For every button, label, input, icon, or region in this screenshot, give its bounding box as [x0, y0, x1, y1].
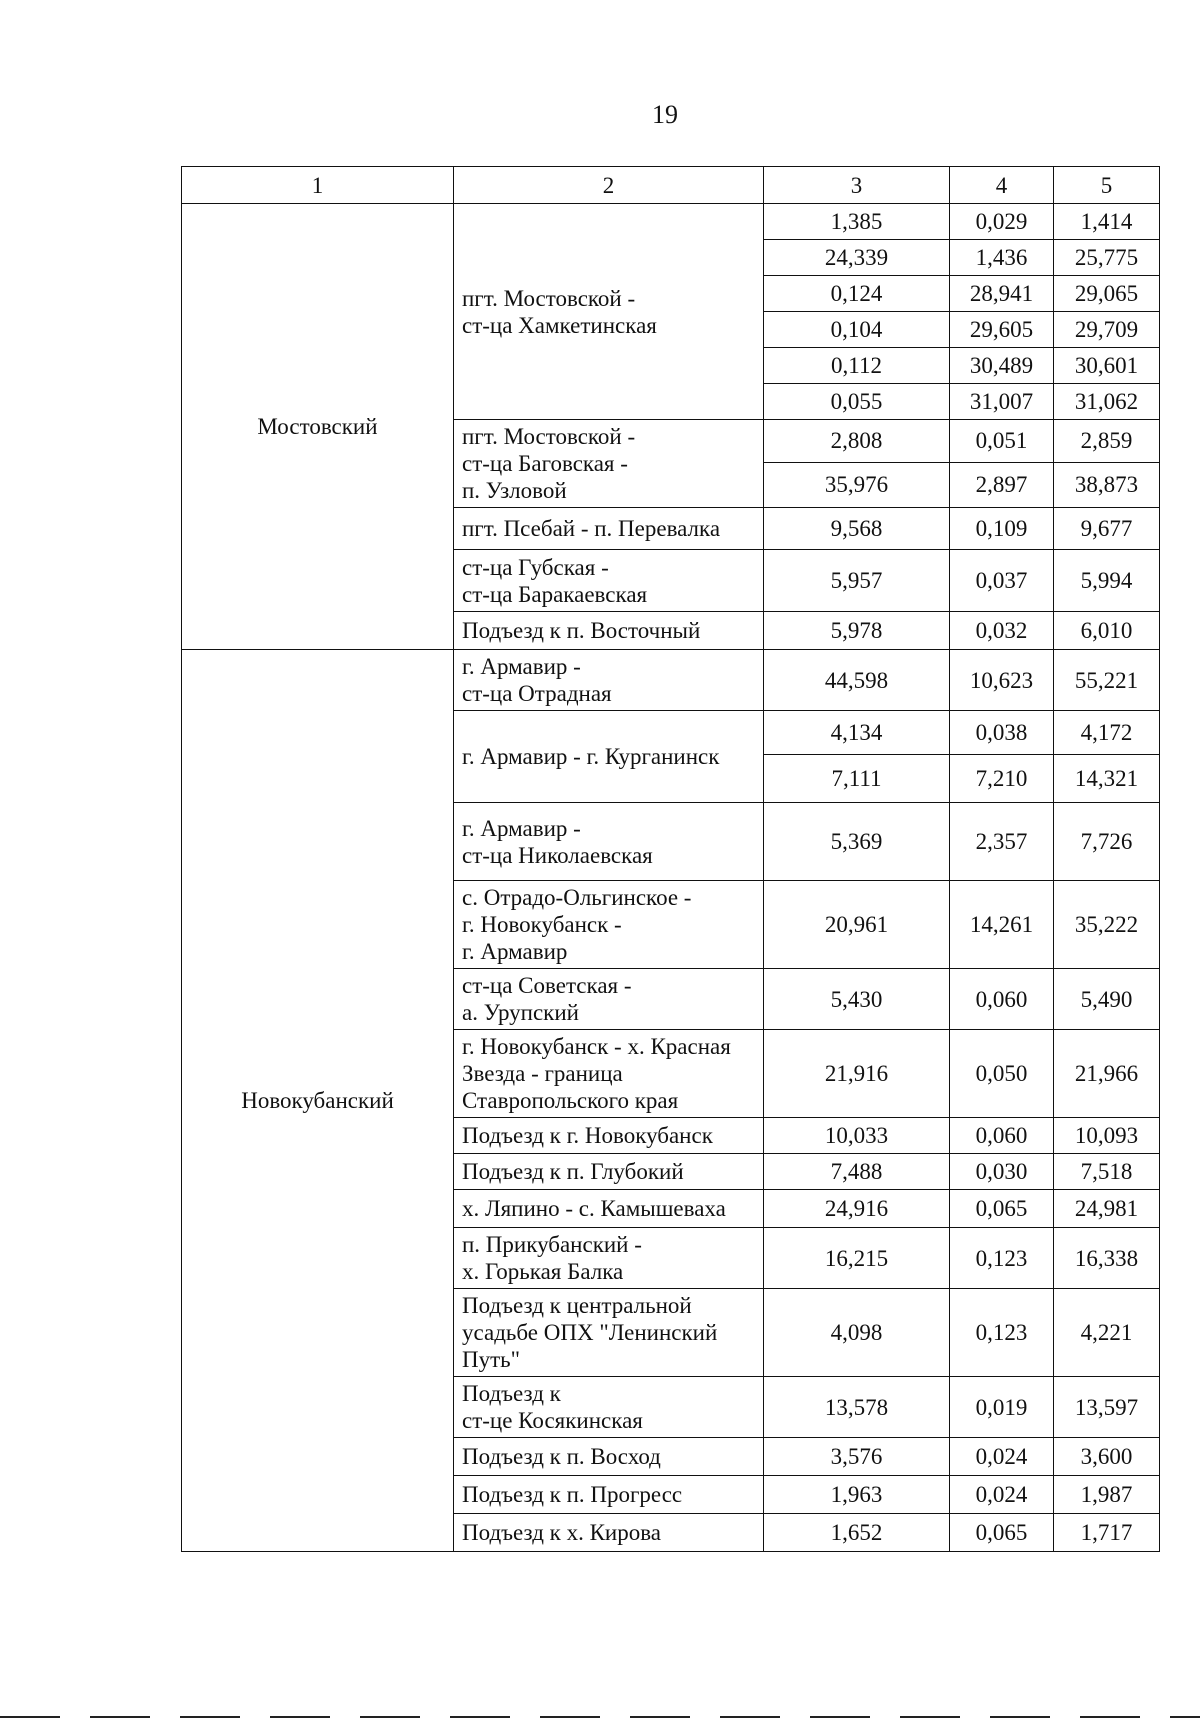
- route-name-line: г. Новокубанск -: [462, 912, 622, 937]
- route-cell: [454, 1190, 764, 1228]
- route-name-line: ст-ца Советская -: [462, 973, 632, 998]
- column-header: 1: [182, 167, 454, 204]
- length-col3-cell: 9,568: [764, 508, 950, 550]
- length-col3-cell: 5,978: [764, 612, 950, 650]
- length-col3-cell: 0,055: [764, 384, 950, 420]
- length-col3-cell: 2,808: [764, 420, 950, 463]
- route-cell: [454, 1514, 764, 1552]
- length-col4-cell: 0,060: [950, 1118, 1054, 1154]
- route-cell: [454, 612, 764, 650]
- route-name-line: п. Узловой: [462, 478, 567, 503]
- route-name-line: а. Урупский: [462, 1000, 579, 1025]
- length-col4-cell: 28,941: [950, 276, 1054, 312]
- length-total-cell: 7,726: [1054, 803, 1160, 881]
- route-cell: [454, 1030, 764, 1118]
- route-cell: [454, 650, 764, 711]
- length-col4-cell: 0,024: [950, 1438, 1054, 1476]
- length-col4-cell: 30,489: [950, 348, 1054, 384]
- route-cell: [454, 969, 764, 1030]
- route-name-line: пгт. Мостовской -: [462, 424, 636, 449]
- route-cell: [454, 1289, 764, 1377]
- length-total-cell: 16,338: [1054, 1228, 1160, 1289]
- length-col3-cell: 24,339: [764, 240, 950, 276]
- length-col3-cell: 35,976: [764, 462, 950, 507]
- route-name-line: Подъезд к п. Восход: [462, 1444, 661, 1469]
- route-name-line: Путь": [462, 1347, 521, 1372]
- route-name-line: ст-ца Отрадная: [462, 681, 612, 706]
- length-col4-cell: 0,030: [950, 1154, 1054, 1190]
- column-header: 3: [764, 167, 950, 204]
- route-name-line: Подъезд к п. Прогресс: [462, 1482, 683, 1507]
- column-header: 2: [454, 167, 764, 204]
- length-total-cell: 1,717: [1054, 1514, 1160, 1552]
- route-name-line: усадьбе ОПХ "Ленинский: [462, 1320, 718, 1345]
- route-name-line: г. Армавир -: [462, 815, 581, 841]
- route-name-line: х. Горькая Балка: [462, 1259, 624, 1284]
- route-name-line: с. Отрадо-Ольгинское -: [462, 885, 692, 910]
- table-header-row: [182, 167, 1160, 204]
- length-total-cell: 31,062: [1054, 384, 1160, 420]
- route-cell: [454, 711, 764, 803]
- length-col4-cell: 0,123: [950, 1289, 1054, 1377]
- length-col3-cell: 44,598: [764, 650, 950, 711]
- length-col4-cell: 0,038: [950, 711, 1054, 755]
- length-col4-cell: 14,261: [950, 881, 1054, 969]
- footer-rule: [0, 1716, 1200, 1718]
- length-col4-cell: 10,623: [950, 650, 1054, 711]
- length-col3-cell: 21,916: [764, 1030, 950, 1118]
- length-col4-cell: 0,060: [950, 969, 1054, 1030]
- length-total-cell: 25,775: [1054, 240, 1160, 276]
- route-cell: [454, 420, 764, 508]
- length-total-cell: 4,172: [1054, 711, 1160, 755]
- length-total-cell: 30,601: [1054, 348, 1160, 384]
- length-total-cell: 3,600: [1054, 1438, 1160, 1476]
- length-col4-cell: 0,123: [950, 1228, 1054, 1289]
- length-col4-cell: 2,897: [950, 462, 1054, 507]
- route-name-line: ст-це Косякинская: [462, 1408, 643, 1433]
- route-name-line: г. Армавир: [462, 939, 568, 964]
- table-row: [182, 204, 1160, 240]
- length-total-cell: 7,518: [1054, 1154, 1160, 1190]
- route-name-line: г. Армавир -: [462, 654, 581, 679]
- route-name-line: Подъезд к: [462, 1381, 561, 1406]
- length-col4-cell: 0,050: [950, 1030, 1054, 1118]
- length-total-cell: 5,490: [1054, 969, 1160, 1030]
- route-cell: [454, 1476, 764, 1514]
- length-col4-cell: 0,029: [950, 204, 1054, 240]
- route-name-line: Подъезд к центральной: [462, 1293, 692, 1318]
- route-name-line: г. Новокубанск - х. Красная: [462, 1034, 731, 1059]
- length-col4-cell: 0,037: [950, 550, 1054, 612]
- route-cell: [454, 204, 764, 420]
- district-cell: Новокубанский: [182, 650, 454, 1552]
- route-name-line: Подъезд к п. Глубокий: [462, 1159, 684, 1184]
- length-total-cell: 9,677: [1054, 508, 1160, 550]
- route-name-line: Звезда - граница: [462, 1061, 623, 1086]
- length-col3-cell: 10,033: [764, 1118, 950, 1154]
- route-cell: [454, 508, 764, 550]
- length-total-cell: 4,221: [1054, 1289, 1160, 1377]
- length-total-cell: 1,987: [1054, 1476, 1160, 1514]
- length-total-cell: 13,597: [1054, 1377, 1160, 1438]
- route-name-line: Подъезд к х. Кирова: [462, 1520, 661, 1545]
- length-total-cell: 35,222: [1054, 881, 1160, 969]
- route-cell: [454, 803, 764, 881]
- length-col3-cell: 5,369: [764, 803, 950, 881]
- length-col4-cell: 2,357: [950, 803, 1054, 881]
- length-col3-cell: 0,112: [764, 348, 950, 384]
- length-col3-cell: 13,578: [764, 1377, 950, 1438]
- length-total-cell: 10,093: [1054, 1118, 1160, 1154]
- length-col3-cell: 1,963: [764, 1476, 950, 1514]
- page-number: 19: [652, 100, 678, 129]
- length-total-cell: 29,709: [1054, 312, 1160, 348]
- length-total-cell: 14,321: [1054, 755, 1160, 803]
- length-col4-cell: 0,109: [950, 508, 1054, 550]
- length-total-cell: 1,414: [1054, 204, 1160, 240]
- length-col3-cell: 20,961: [764, 881, 950, 969]
- length-col4-cell: 31,007: [950, 384, 1054, 420]
- length-total-cell: 55,221: [1054, 650, 1160, 711]
- route-name-line: Ставропольского края: [462, 1088, 679, 1113]
- length-total-cell: 38,873: [1054, 462, 1160, 507]
- length-total-cell: 24,981: [1054, 1190, 1160, 1228]
- route-cell: [454, 881, 764, 969]
- district-cell: Мостовский: [182, 204, 454, 650]
- length-col3-cell: 0,124: [764, 276, 950, 312]
- route-cell: [454, 550, 764, 612]
- road-table: [181, 166, 1160, 1552]
- length-col3-cell: 7,111: [764, 755, 950, 803]
- length-col3-cell: 7,488: [764, 1154, 950, 1190]
- route-name-line: ст-ца Николаевская: [462, 842, 653, 868]
- length-total-cell: 6,010: [1054, 612, 1160, 650]
- route-name-line: ст-ца Губская -: [462, 554, 609, 580]
- length-col4-cell: 0,032: [950, 612, 1054, 650]
- length-total-cell: 2,859: [1054, 420, 1160, 463]
- length-col4-cell: 0,024: [950, 1476, 1054, 1514]
- route-name-line: ст-ца Баракаевская: [462, 581, 648, 607]
- route-cell: [454, 1118, 764, 1154]
- length-col4-cell: 1,436: [950, 240, 1054, 276]
- column-header: 5: [1054, 167, 1160, 204]
- route-name-line: Подъезд к г. Новокубанск: [462, 1123, 713, 1148]
- table-row: [182, 650, 1160, 711]
- length-col3-cell: 4,098: [764, 1289, 950, 1377]
- length-col3-cell: 24,916: [764, 1190, 950, 1228]
- length-col4-cell: 0,019: [950, 1377, 1054, 1438]
- length-col3-cell: 1,385: [764, 204, 950, 240]
- route-name-line: пгт. Мостовской -: [462, 285, 636, 311]
- length-col4-cell: 0,051: [950, 420, 1054, 463]
- route-name-line: пгт. Псебай - п. Перевалка: [462, 516, 721, 541]
- length-col3-cell: 3,576: [764, 1438, 950, 1476]
- route-cell: [454, 1228, 764, 1289]
- length-col3-cell: 16,215: [764, 1228, 950, 1289]
- table-body: [182, 167, 1160, 1552]
- length-total-cell: 5,994: [1054, 550, 1160, 612]
- route-name-line: х. Ляпино - с. Камышеваха: [462, 1196, 726, 1221]
- length-col3-cell: 5,430: [764, 969, 950, 1030]
- route-name-line: г. Армавир - г. Курганинск: [462, 744, 720, 769]
- length-col3-cell: 0,104: [764, 312, 950, 348]
- route-cell: [454, 1377, 764, 1438]
- route-cell: [454, 1438, 764, 1476]
- length-col3-cell: 5,957: [764, 550, 950, 612]
- length-total-cell: 21,966: [1054, 1030, 1160, 1118]
- column-header: 4: [950, 167, 1054, 204]
- length-col4-cell: 0,065: [950, 1190, 1054, 1228]
- length-col3-cell: 1,652: [764, 1514, 950, 1552]
- length-col4-cell: 0,065: [950, 1514, 1054, 1552]
- length-total-cell: 29,065: [1054, 276, 1160, 312]
- route-cell: [454, 1154, 764, 1190]
- length-col4-cell: 7,210: [950, 755, 1054, 803]
- route-name-line: Подъезд к п. Восточный: [462, 618, 701, 643]
- length-col4-cell: 29,605: [950, 312, 1054, 348]
- route-name-line: ст-ца Баговская -: [462, 451, 628, 476]
- length-col3-cell: 4,134: [764, 711, 950, 755]
- route-name-line: п. Прикубанский -: [462, 1232, 642, 1257]
- route-name-line: ст-ца Хамкетинская: [462, 312, 657, 338]
